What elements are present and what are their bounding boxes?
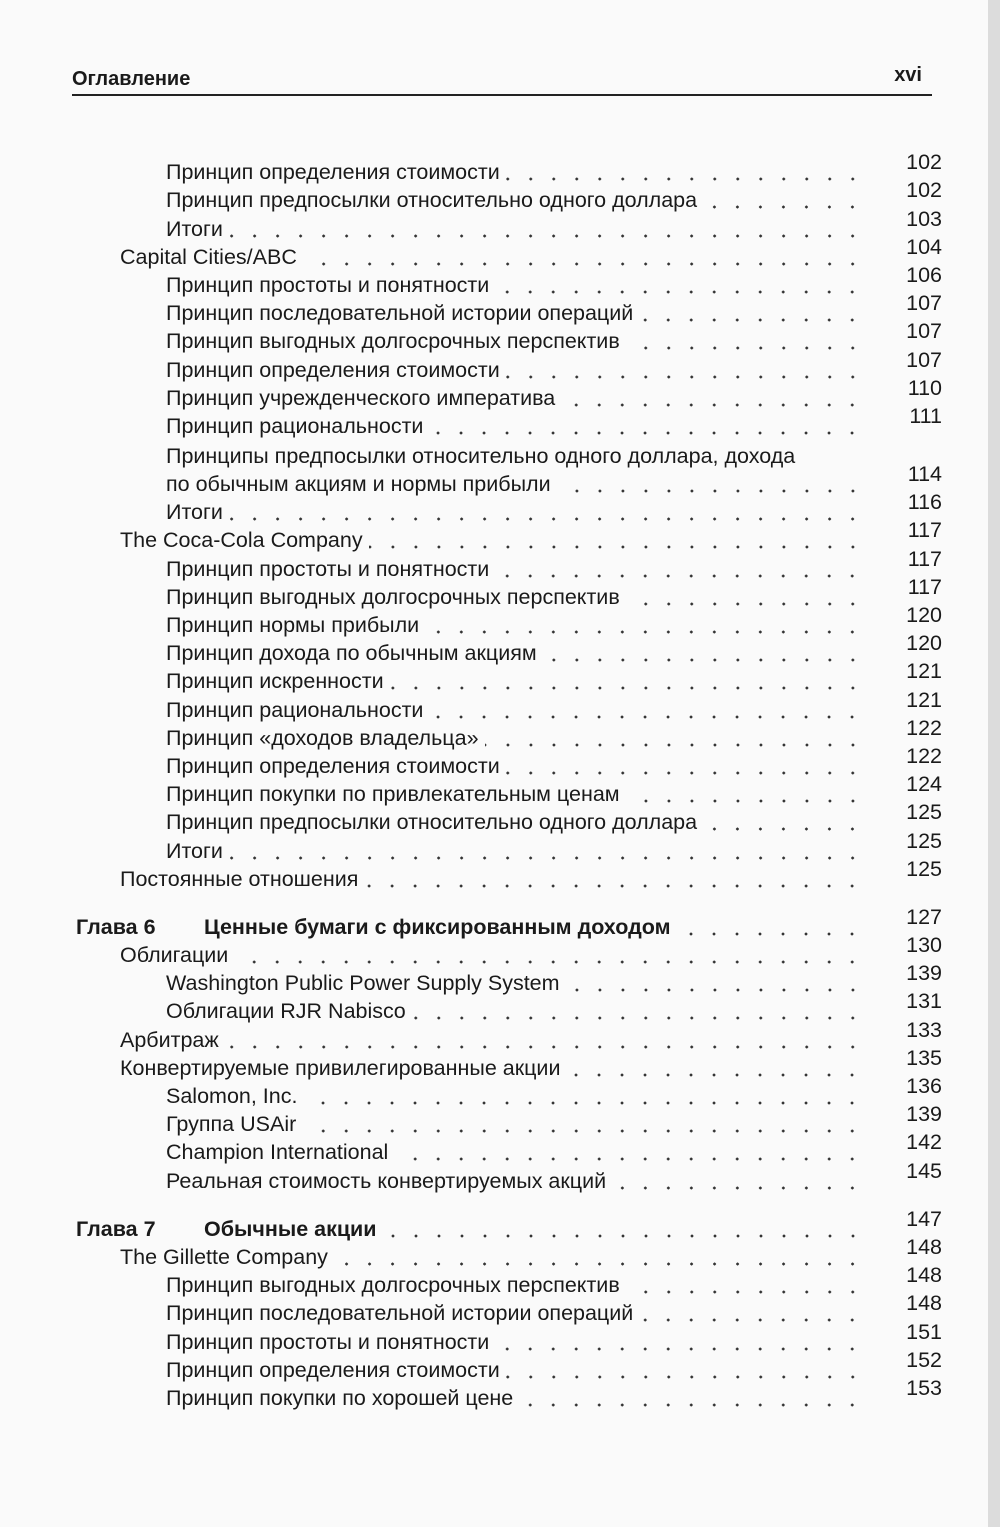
toc-entry-title: Принцип последовательной истории операций xyxy=(166,301,634,326)
dot-leader xyxy=(229,837,864,865)
dot-leader xyxy=(412,997,864,1025)
toc-entry-title-cont: по обычным акциям и нормы прибыли xyxy=(166,472,551,497)
dot-leader xyxy=(557,470,864,498)
toc-entry-title: Принцип последовательной истории операций xyxy=(166,1301,634,1326)
toc-entry-title: Принцип дохода по обычным акциям xyxy=(166,641,537,666)
dot-leader xyxy=(429,412,864,440)
toc-entry-title: Принцип простоты и понятности xyxy=(166,556,490,581)
toc-entry-page: 102 xyxy=(906,150,942,175)
toc-entry-page: 106 xyxy=(906,262,942,287)
chapter-name: Обычные акции xyxy=(204,1216,377,1241)
chapter-number: Глава 6 xyxy=(76,914,156,939)
toc-entry-page: 125 xyxy=(906,856,942,881)
toc-entry-title: Облигации xyxy=(120,943,229,968)
toc-entry-title: Capital Cities/ABC xyxy=(120,244,297,269)
toc-entry xyxy=(72,1158,942,1194)
toc-entry xyxy=(72,828,942,864)
toc-entry-title: Принцип простоты и понятности xyxy=(166,272,490,297)
toc-entry-page: 136 xyxy=(906,1074,942,1098)
dot-leader xyxy=(519,1384,864,1412)
toc-entry xyxy=(72,234,942,271)
dot-leader xyxy=(303,1082,864,1110)
toc-entry-page: 110 xyxy=(907,375,942,400)
dot-leader xyxy=(561,384,864,412)
toc-entry xyxy=(72,933,942,969)
toc-entry-page: 120 xyxy=(906,631,942,656)
toc-entry xyxy=(72,150,942,186)
toc-entry xyxy=(72,856,942,893)
toc-entry-page: 135 xyxy=(906,1045,942,1070)
toc-entry xyxy=(72,440,942,470)
dot-leader xyxy=(626,1271,864,1299)
toc-chapter xyxy=(72,1206,942,1243)
toc-entry-title: Принцип покупки по хорошей цене xyxy=(166,1385,514,1410)
toc-entry-page: 117 xyxy=(907,546,942,571)
toc-entry-page: 142 xyxy=(906,1130,942,1155)
chapter-name: Ценные бумаги с фиксированным доходом xyxy=(204,914,671,939)
toc-entry xyxy=(72,1130,942,1166)
toc-entry-page: 117 xyxy=(907,518,942,543)
dot-leader xyxy=(495,555,864,583)
dot-leader xyxy=(390,667,864,695)
toc-entry xyxy=(72,206,942,242)
toc-entry-page: 104 xyxy=(906,234,942,259)
toc-entry-page: 139 xyxy=(906,1102,942,1127)
toc-entry-page: 125 xyxy=(906,800,942,825)
toc-entry-page: 102 xyxy=(906,178,942,203)
toc-entry-page: 120 xyxy=(906,603,942,627)
toc-entry-title: Принцип выгодных долгосрочных перспектив xyxy=(166,1273,620,1298)
dot-leader xyxy=(229,215,864,243)
dot-leader xyxy=(225,1026,864,1054)
toc-entry-title: The Coca-Cola Company xyxy=(120,528,363,553)
toc-chapter xyxy=(72,904,942,941)
dot-leader xyxy=(495,271,864,299)
toc-entry-title: Принцип нормы прибыли xyxy=(166,613,420,637)
toc-entry-continuation xyxy=(72,462,942,498)
toc-entry-page: 131 xyxy=(906,989,942,1014)
toc-entry-page: 148 xyxy=(906,1291,942,1316)
toc-entry-page: 114 xyxy=(907,462,942,487)
dot-leader xyxy=(364,865,864,893)
dot-leader xyxy=(303,243,864,271)
toc-entry xyxy=(72,1319,942,1355)
toc-entry-title: Принципы предпосылки относительно одного доллара, дохода xyxy=(166,443,796,468)
toc-entry xyxy=(72,546,942,582)
chapter-title xyxy=(76,913,670,941)
dot-leader xyxy=(485,724,864,752)
dot-leader xyxy=(506,752,864,780)
toc-entry xyxy=(72,490,942,526)
dot-leader xyxy=(639,1299,864,1327)
toc-entry-title: Champion International xyxy=(166,1140,389,1165)
dot-leader xyxy=(626,327,864,355)
toc-entry-title: The Gillette Company xyxy=(120,1244,328,1269)
toc-entry-page: 139 xyxy=(906,961,942,986)
toc-entry xyxy=(72,178,942,214)
toc-entry-page: 151 xyxy=(906,1319,942,1344)
toc-entry-title: Конвертируемые привилегированные акции xyxy=(120,1055,561,1080)
toc-entry xyxy=(72,659,942,695)
dot-leader xyxy=(234,941,864,969)
toc-entry-title: Принцип определения стоимости xyxy=(166,357,500,382)
dot-leader xyxy=(506,158,864,186)
toc-entry xyxy=(72,375,942,412)
toc-entry-title: Принцип определения стоимости xyxy=(166,1357,500,1382)
toc-entry-page: 148 xyxy=(906,1263,942,1288)
toc-entry-title: Принцип выгодных долгосрочных перспектив xyxy=(166,584,620,609)
dot-leader xyxy=(425,611,864,639)
toc-entry-page: 122 xyxy=(906,715,942,740)
toc-entry xyxy=(72,715,942,752)
toc-entry-title: Принцип выгодных долгосрочных перспектив xyxy=(166,329,620,354)
toc-entry xyxy=(72,1045,942,1082)
header-page-number: xvi xyxy=(894,64,922,86)
toc-entry xyxy=(72,743,942,780)
dot-leader xyxy=(566,1054,864,1082)
toc-entry xyxy=(72,1102,942,1138)
toc-entry-page: 125 xyxy=(906,828,942,853)
toc-entry xyxy=(72,262,942,299)
toc-entry-title: Принцип искренности xyxy=(166,669,384,694)
toc-entry-page: 152 xyxy=(906,1347,942,1372)
toc-entry xyxy=(72,1375,942,1412)
toc-entry xyxy=(72,403,942,440)
toc-entry-page: 121 xyxy=(906,687,942,712)
dot-leader xyxy=(394,1138,864,1166)
toc-entry xyxy=(72,961,942,997)
toc-entry-page: 107 xyxy=(906,319,942,344)
toc-entry-title: Принцип покупки по привлекательным ценам xyxy=(166,782,620,807)
toc-entry-title: Принцип определения стоимости xyxy=(166,753,500,778)
toc-entry-title: Принцип определения стоимости xyxy=(166,160,500,185)
toc-entry-page: 107 xyxy=(906,291,942,316)
toc-entry-page: 124 xyxy=(906,772,942,797)
toc-entry-title: Итоги xyxy=(166,838,223,863)
toc-entry xyxy=(72,1263,942,1299)
dot-leader xyxy=(612,1167,864,1195)
dot-leader xyxy=(543,639,864,667)
toc-entry-title: Washington Public Power Supply System xyxy=(166,971,560,996)
toc-entry-title: Принцип предпосылки относительно одного доллара xyxy=(166,810,698,835)
dot-leader xyxy=(302,1110,864,1138)
toc-entry-page: 116 xyxy=(907,490,942,515)
toc-entry-page: 121 xyxy=(906,659,942,684)
toc-entry-title: Принцип предпосылки относительно одного доллара xyxy=(166,188,698,213)
toc-entry-title: Итоги xyxy=(166,216,223,241)
toc-entry-title: Принцип учрежденческого императива xyxy=(166,385,556,410)
toc-entry-page: 122 xyxy=(906,743,942,768)
toc-entry-title: Итоги xyxy=(166,500,223,525)
toc-entry-page: 153 xyxy=(906,1375,942,1400)
toc-entry xyxy=(72,574,942,611)
chapter-title xyxy=(76,1215,377,1243)
toc-entry-page: 130 xyxy=(906,933,942,958)
toc-entry-page: 111 xyxy=(909,403,942,428)
toc-entry xyxy=(72,989,942,1025)
toc-entry xyxy=(72,1347,942,1384)
toc-entry-title: Реальная стоимость конвертируемых акций xyxy=(166,1168,607,1193)
toc-entry xyxy=(72,772,942,808)
toc-entry xyxy=(72,518,942,554)
toc-entry xyxy=(72,800,942,836)
table-of-contents xyxy=(72,150,942,1412)
dot-leader xyxy=(229,498,864,526)
toc-entry-title: Принцип рациональности xyxy=(166,697,424,722)
dot-leader xyxy=(506,356,864,384)
page-edge xyxy=(988,0,1000,1527)
toc-entry-title: Облигации RJR Nabisco xyxy=(166,999,406,1024)
toc-entry-title: Salomon, Inc. xyxy=(166,1084,298,1108)
dot-leader xyxy=(383,1215,865,1243)
toc-entry-page: 145 xyxy=(906,1158,942,1183)
dot-leader xyxy=(334,1243,864,1271)
toc-entry-page: 117 xyxy=(907,574,942,599)
dot-leader xyxy=(566,969,864,997)
toc-entry-page: 147 xyxy=(906,1206,942,1231)
toc-entry xyxy=(72,1074,942,1110)
toc-entry-page: 107 xyxy=(906,347,942,372)
dot-leader xyxy=(369,526,864,554)
toc-entry xyxy=(72,631,942,667)
toc-entry-page: 148 xyxy=(906,1234,942,1259)
toc-entry xyxy=(72,1017,942,1053)
toc-entry-title: Принцип «доходов владельца» xyxy=(166,725,479,750)
toc-entry xyxy=(72,1234,942,1271)
dot-leader xyxy=(626,583,864,611)
toc-entry xyxy=(72,603,942,639)
dot-leader xyxy=(676,913,864,941)
dot-leader xyxy=(495,1328,864,1356)
dot-leader xyxy=(703,808,864,836)
toc-entry xyxy=(72,319,942,355)
toc-entry-title: Арбитраж xyxy=(120,1027,219,1052)
toc-entry xyxy=(72,687,942,723)
toc-entry xyxy=(72,1291,942,1327)
running-header xyxy=(72,64,932,96)
toc-entry-page: 133 xyxy=(906,1017,942,1042)
toc-entry-title: Принцип простоты и понятности xyxy=(166,1329,490,1354)
toc-entry xyxy=(72,291,942,327)
toc-entry xyxy=(72,347,942,383)
dot-leader xyxy=(639,299,864,327)
toc-entry-page: 103 xyxy=(906,206,942,231)
header-title: Оглавление xyxy=(72,68,191,90)
toc-entry-title: Постоянные отношения xyxy=(120,866,359,891)
toc-entry-title: Группа USAir xyxy=(166,1112,297,1137)
dot-leader xyxy=(626,780,864,808)
dot-leader xyxy=(506,1356,864,1384)
dot-leader xyxy=(429,696,864,724)
dot-leader xyxy=(703,186,864,214)
chapter-number: Глава 7 xyxy=(76,1216,156,1241)
toc-entry-title: Принцип рациональности xyxy=(166,413,424,438)
toc-entry-page: 127 xyxy=(906,904,942,929)
